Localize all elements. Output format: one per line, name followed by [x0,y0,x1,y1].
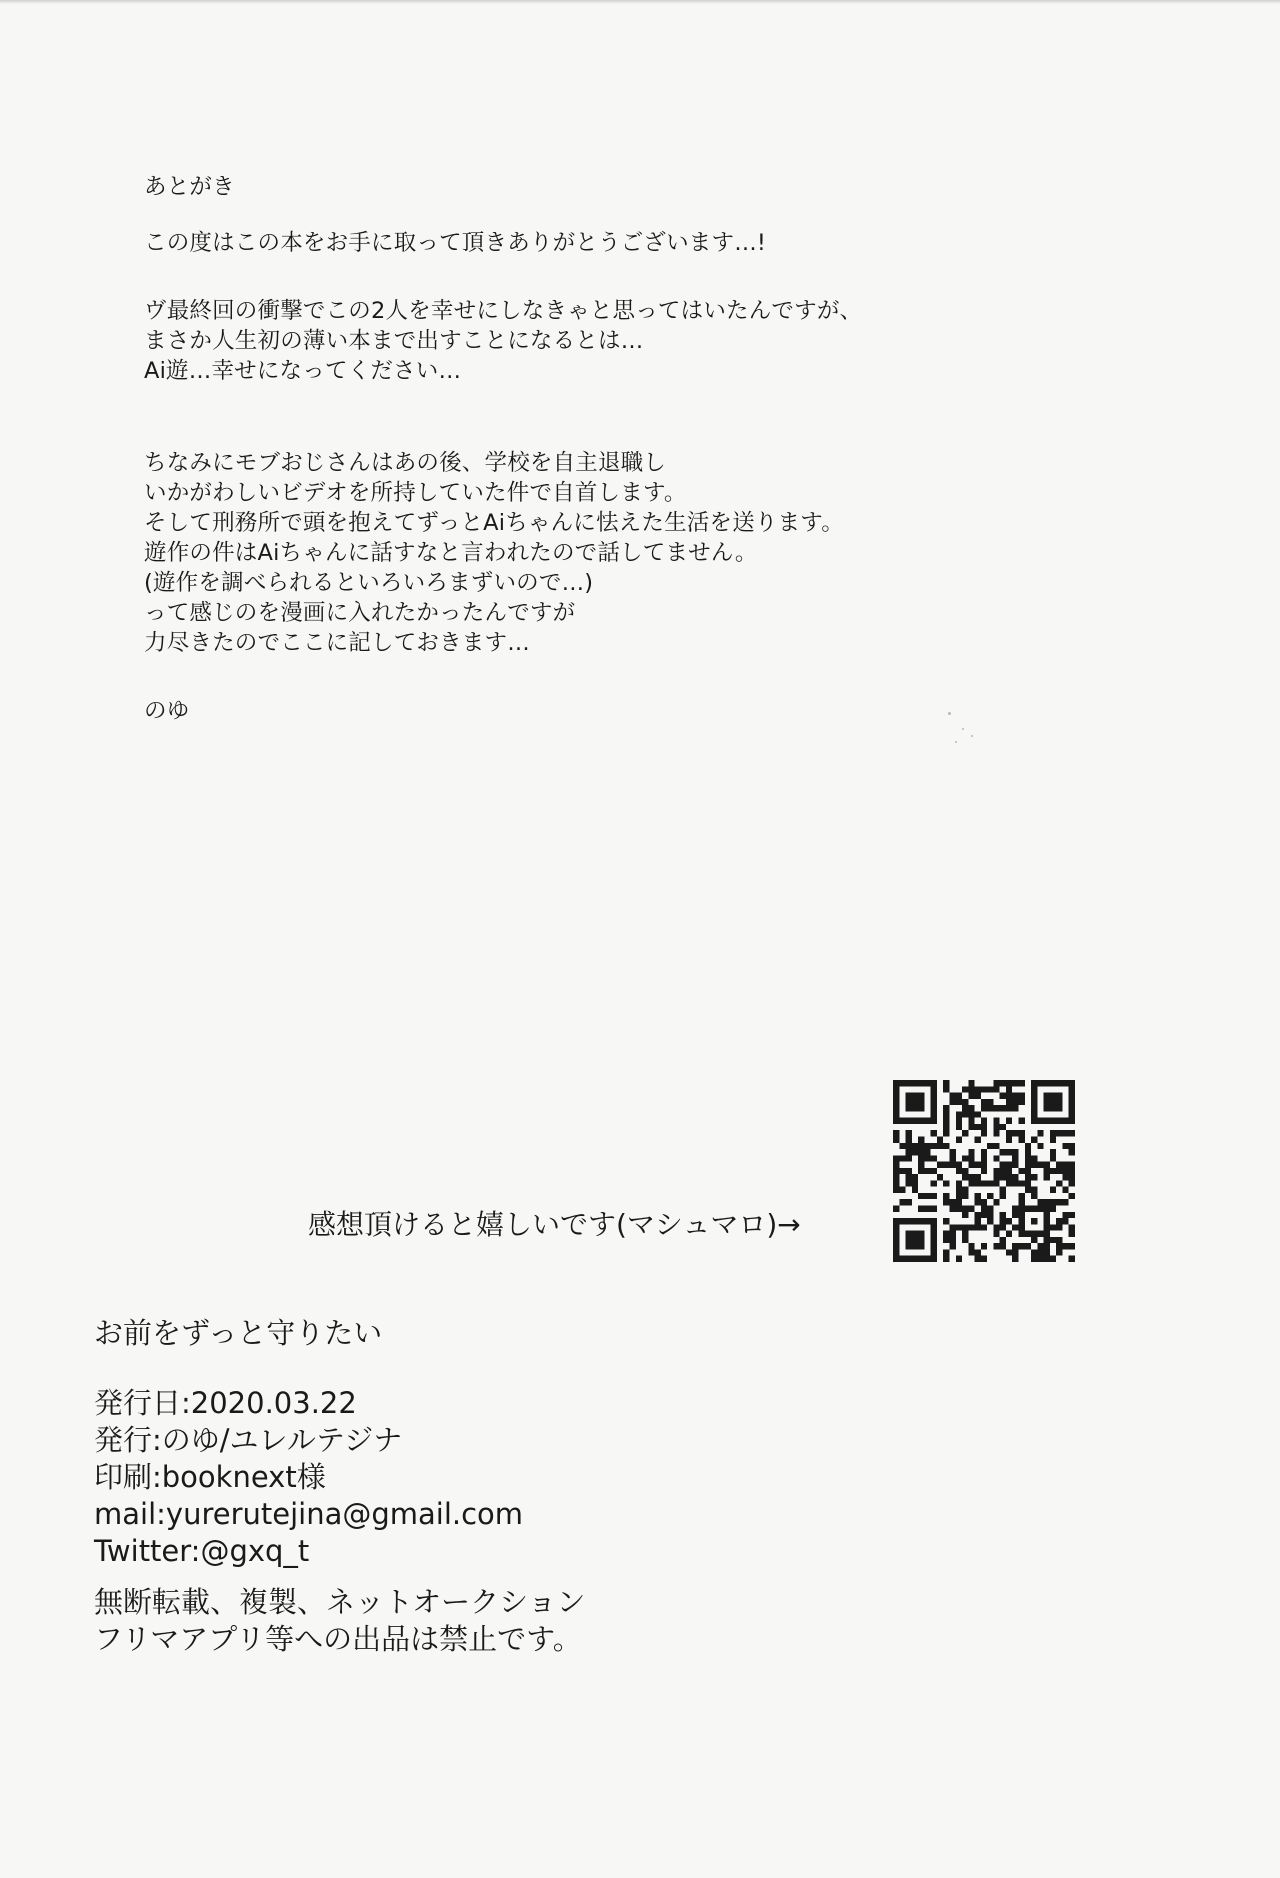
feedback-caption: 感想頂けると嬉しいです(マシュマロ)→ [308,1208,801,1241]
afterword-para2-line: (遊作を調べられるといろいろまずいので…) [144,570,594,596]
publisher: 発行:のゆ/ユレルテジナ [94,1423,403,1457]
notice-line: 無断転載、複製、ネットオークション [94,1585,586,1619]
afterword-title: あとがき [144,174,235,200]
afterword-section [144,172,1144,726]
notice-line: フリマアプリ等への出品は禁止です。 [94,1622,582,1656]
book-title: お前をずっと守りたい [94,1316,383,1350]
afterword-para2-line: ちなみにモブおじさんはあの後、学校を自主退職し [144,450,667,476]
afterword-para2-line: って感じのを漫画に入れたかったんですが [144,600,576,626]
scan-edge [0,0,1280,4]
afterword-para2-line: 力尽きたのでここに記しておきます… [144,630,530,656]
scan-speck [955,741,957,743]
afterword-para2-line: そして刑務所で頭を抱えてずっとAiちゃんに怯えた生活を送ります。 [144,510,844,536]
scan-speck [948,712,951,715]
afterword-para1-line: まさか人生初の薄い本まで出すことになるとは… [144,328,644,354]
qr-code-icon[interactable] [893,1080,1075,1262]
contact-mail: mail:yurerutejina@gmail.com [94,1497,524,1531]
contact-twitter: Twitter:@gxq_t [94,1534,310,1568]
afterword-para1-line: Ai遊…幸せになってください… [144,358,462,384]
scan-speck [971,735,973,737]
afterword-para1-line: ヴ最終回の衝撃でこの2人を幸せにしなきゃと思ってはいたんですが、 [144,298,863,324]
afterword-para2-line: いかがわしいビデオを所持していた件で自首します。 [144,480,687,506]
issue-date: 発行日:2020.03.22 [94,1386,357,1420]
afterword-thanks: この度はこの本をお手に取って頂きありがとうございます…! [144,230,767,256]
colophon-section [94,1315,994,1658]
printer: 印刷:booknext様 [94,1460,326,1494]
scan-speck [962,728,964,730]
afterword-para2-line: 遊作の件はAiちゃんに話すなと言われたので話してません。 [144,540,758,566]
afterword-signature: のゆ [144,698,190,724]
